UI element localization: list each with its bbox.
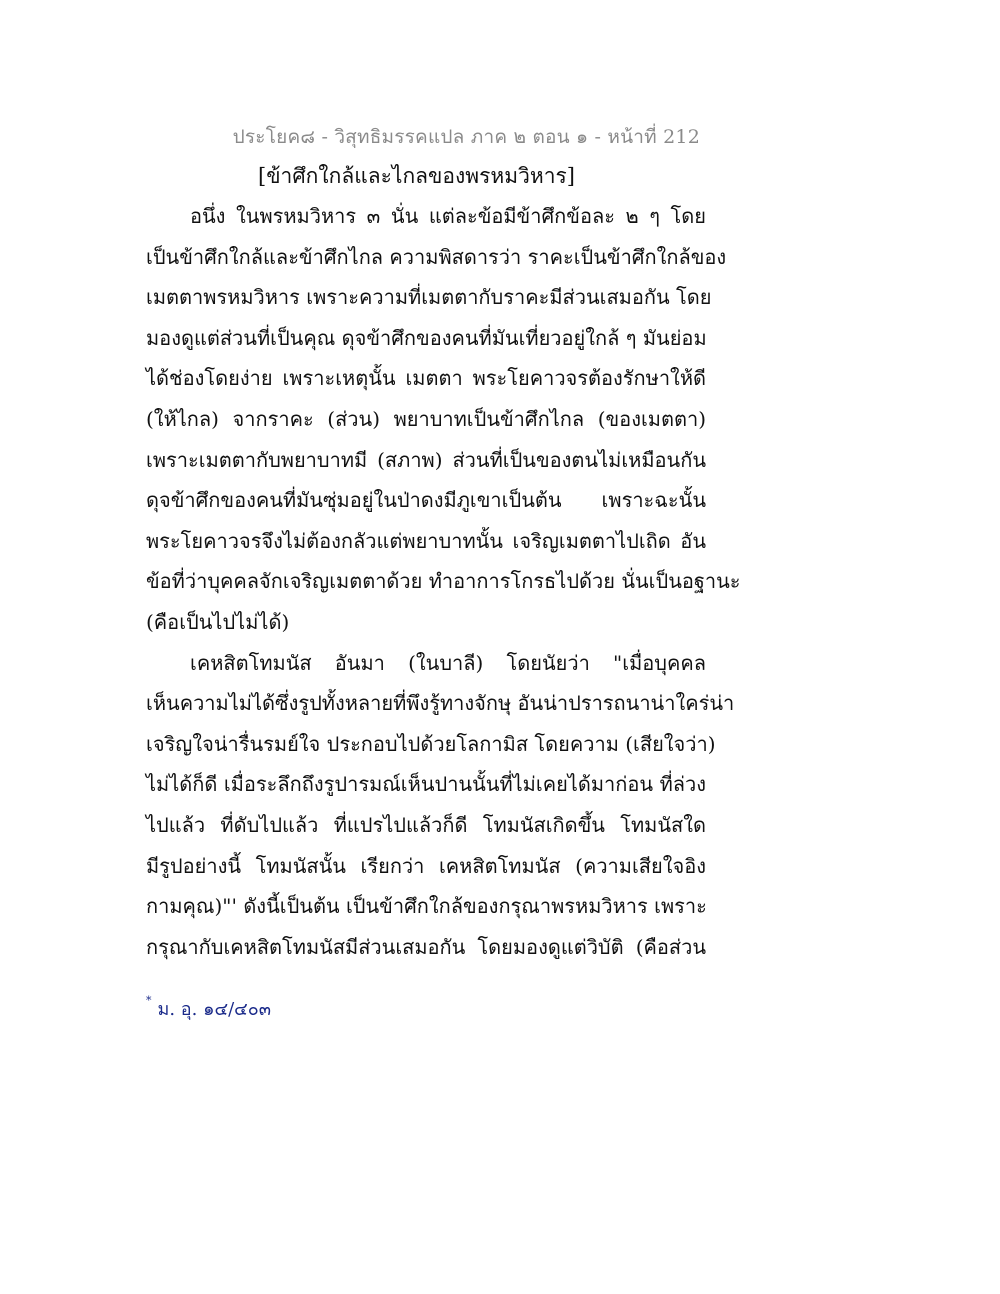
text-line: เคหสิตโทมนัส อันมา (ในบาลี) โดยนัยว่า "เมื่อบุคคล xyxy=(190,650,706,675)
footnote xyxy=(146,994,271,1023)
text-line: ดุจข้าศึกของคนที่มันซุ่มอยู่ในป่าดงมีภูเขาเป็นต้น เพราะฉะนั้น xyxy=(146,488,706,513)
text-line: ได้ช่องโดยง่าย เพราะเหตุนั้น เมตตา พระโยคาวจรต้องรักษาให้ดี xyxy=(146,366,706,391)
text-line: (ให้ไกล) จากราคะ (ส่วน) พยาบาทเป็นข้าศึกไกล (ของเมตตา) xyxy=(146,406,706,431)
text-line: มองดูแต่ส่วนที่เป็นคุณ ดุจข้าศึกของคนที่มันเที่ยวอยู่ใกล้ ๆ มันย่อม xyxy=(146,325,707,350)
footnote-marker: * xyxy=(146,994,152,1007)
text-line: พระโยคาวจรจึงไม่ต้องกลัวแต่พยาบาทนั้น เจริญเมตตาไปเถิด อัน xyxy=(146,528,706,553)
text-line: ไปแล้ว ที่ดับไปแล้ว ที่แปรไปแล้วก็ดี โทมนัสเกิดขึ้น โทมนัสใด xyxy=(146,812,706,837)
text-line: เพราะเมตตากับพยาบาทมี (สภาพ) ส่วนที่เป็นของตนไม่เหมือนกัน xyxy=(146,447,706,472)
body-text xyxy=(146,196,741,967)
text-line: กรุณากับเคหสิตโทมนัสมีส่วนเสมอกัน โดยมองดูแต่วิบัติ (คือส่วน xyxy=(146,934,706,959)
text-line: เมตตาพรหมวิหาร เพราะความที่เมตตากับราคะมีส่วนเสมอกัน โดย xyxy=(146,285,712,310)
text-line: ไม่ได้ก็ดี เมื่อระลึกถึงรูปารมณ์เห็นปานนั้นที่ไม่เคยได้มาก่อน ที่ล่วง xyxy=(146,772,706,797)
footnote-text: ม. อุ. ๑๔/๔๐๓ xyxy=(157,999,272,1020)
text-line: เจริญใจน่ารื่นรมย์ใจ ประกอบไปด้วยโลกามิส โดยความ (เสียใจว่า) xyxy=(146,731,716,756)
text-line: อนึ่ง ในพรหมวิหาร ๓ นั่น แต่ละข้อมีข้าศึกข้อละ ๒ ๆ โดย xyxy=(190,204,706,228)
text-line: กามคุณ)"' ดังนี้เป็นต้น เป็นข้าศึกใกล้ของกรุณาพรหมวิหาร เพราะ xyxy=(146,894,707,919)
text-line: (คือเป็นไปไม่ได้) xyxy=(146,609,290,634)
text-line: เห็นความไม่ได้ซึ่งรูปทั้งหลายที่พึงรู้ทางจักษุ อันน่าปรารถนาน่าใคร่น่า xyxy=(146,691,735,716)
text-line: ข้อที่ว่าบุคคลจักเจริญเมตตาด้วย ทำอาการโกรธไปด้วย นั่นเป็นอฐานะ xyxy=(146,569,741,594)
section-heading: [ข้าศึกใกล้และไกลของพรหมวิหาร] xyxy=(258,164,575,188)
running-head: ประโยค๘ - วิสุทธิมรรคแปล ภาค ๒ ตอน ๑ - หน้าที่ 212 xyxy=(232,126,700,148)
text-line: มีรูปอย่างนี้ โทมนัสนั้น เรียกว่า เคหสิตโทมนัส (ความเสียใจอิง xyxy=(146,853,706,878)
text-line: เป็นข้าศึกใกล้และข้าศึกไกล ความพิสดารว่า ราคะเป็นข้าศึกใกล้ของ xyxy=(146,244,727,269)
